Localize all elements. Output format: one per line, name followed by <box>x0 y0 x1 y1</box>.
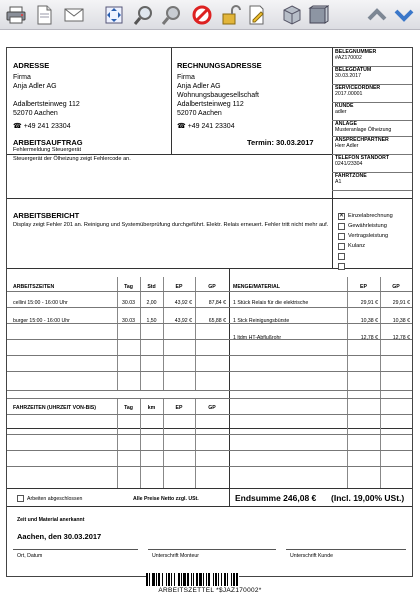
billing-line2: Anja Adler AG <box>177 83 221 90</box>
col-header: GP <box>392 284 400 290</box>
signature-customer-label: Unterschrift Kunde <box>290 553 333 559</box>
billing-line3: Wohnungsbaugesellschaft <box>177 92 259 99</box>
order-line1: Fehlermeldung Steuergerät <box>13 147 82 153</box>
meta-value: adler <box>335 109 347 116</box>
cancel-icon[interactable] <box>190 3 214 27</box>
meta-value: 2017.00001 <box>335 91 363 98</box>
work-cell: 1,50 <box>146 318 157 324</box>
col-header: GP <box>208 405 216 411</box>
search-icon[interactable] <box>132 3 156 27</box>
col-header: ARBEITSZEITEN <box>13 284 55 290</box>
fit-page-icon[interactable] <box>102 3 126 27</box>
net-note: Alle Preise Netto zzgl. USt. <box>133 496 199 502</box>
billing-heading: RECHNUNGSADRESSE <box>177 61 262 70</box>
ack-label: Zeit und Material anerkannt <box>17 517 85 523</box>
signature-date-label: Ort, Datum <box>17 553 43 559</box>
meta-value: Musteranlage Ölheizung <box>335 127 392 134</box>
col-header: km <box>147 405 156 411</box>
file-icon[interactable] <box>32 3 56 27</box>
checkbox-gewaehrleistung[interactable] <box>338 223 345 230</box>
billing-street: Adalbertsteinweg 112 <box>177 101 244 108</box>
meta-label: ANLAGE <box>335 121 357 127</box>
col-header: MENGE/MATERIAL <box>233 284 280 290</box>
option-label: Vertragsleistung <box>348 233 389 239</box>
work-order-sheet <box>6 47 413 577</box>
billing-phone <box>177 123 235 132</box>
work-cell: 65,88 € <box>208 318 226 324</box>
address-line2: Anja Adler AG <box>13 83 57 90</box>
billing-city: 52070 Aachen <box>177 110 222 117</box>
address-line1: Firma <box>13 74 31 81</box>
col-header: EP <box>175 284 183 290</box>
work-cell: 2,00 <box>146 300 157 306</box>
order-line2: Steuergerät der Ölheizung zeigt Fehlercode an. <box>13 156 131 162</box>
option-label: Kulanz <box>348 243 366 249</box>
magnify-icon[interactable] <box>160 3 184 27</box>
work-cell: 87,84 € <box>208 300 226 306</box>
col-header: EP <box>360 284 367 290</box>
order-heading: ARBEITSAUFTRAG <box>13 138 83 147</box>
checkbox-blank[interactable] <box>338 263 345 270</box>
chevron-up-icon[interactable] <box>365 3 389 27</box>
col-header: Std <box>147 284 156 290</box>
printer-icon[interactable] <box>4 3 28 27</box>
col-header: Tag <box>124 405 133 411</box>
meta-label: FAHRTZONE <box>335 173 367 179</box>
col-header: Tag <box>124 284 133 290</box>
meta-label: KUNDE <box>335 103 354 109</box>
address-street: Adalbertsteinweg 112 <box>13 101 80 108</box>
chevron-down-icon[interactable] <box>392 3 416 27</box>
billing-phone-number: +49 241 23304 <box>187 123 235 130</box>
billing-line1: Firma <box>177 74 195 81</box>
material-cell: 1 ltdm HT-Abflußrohr <box>233 335 282 341</box>
material-cell: 12,78 € <box>360 335 378 341</box>
report-heading: ARBEITSBERICHT <box>13 211 80 220</box>
total-amount: Endsumme 246,08 € <box>235 493 317 503</box>
meta-label: BELEGNUMMER <box>335 49 377 55</box>
toolbar <box>0 0 420 30</box>
edit-icon[interactable] <box>244 3 268 27</box>
work-cell: cellini 15:00 - 16:00 Uhr <box>13 300 68 306</box>
work-cell: burger 15:00 - 16:00 Uhr <box>13 318 70 324</box>
checkbox-vertragsleistung[interactable] <box>338 233 345 240</box>
meta-value: A1 <box>335 179 342 186</box>
barcode-caption: ARBEITSZETTEL *$JAZ170002* <box>158 587 262 594</box>
meta-value: 0241/23304 <box>335 161 363 168</box>
address-city: 52070 Aachen <box>13 110 58 117</box>
address-phone-number: +49 241 23304 <box>23 123 71 130</box>
col-header: GP <box>208 284 216 290</box>
meta-value: 30.03.2017 <box>335 73 361 80</box>
col-header: EP <box>175 405 183 411</box>
work-cell: 30.03 <box>122 318 135 324</box>
barcode-graphic <box>146 573 274 586</box>
work-cell: 43,92 € <box>174 300 192 306</box>
signature-technician-label: Unterschrift Monteur <box>152 553 199 559</box>
material-cell: 29,91 € <box>360 300 378 306</box>
box-icon[interactable] <box>306 3 330 27</box>
cube-icon[interactable] <box>280 3 304 27</box>
material-cell: 10,38 € <box>360 318 378 324</box>
material-cell: 29,91 € <box>392 300 410 306</box>
checkbox-blank[interactable] <box>338 253 345 260</box>
completed-checkbox[interactable] <box>17 495 24 502</box>
checkbox-einzelabrechnung[interactable]: ✕ <box>339 213 345 219</box>
col-header: FAHRZEITEN (UHRZEIT VON-BIS) <box>13 405 96 411</box>
mail-icon[interactable] <box>62 3 86 27</box>
order-termin: Termin: 30.03.2017 <box>247 138 314 147</box>
phone-icon: ☎ <box>13 123 22 130</box>
meta-label: SERVICEORDNER <box>335 85 381 91</box>
unlock-icon[interactable] <box>218 3 242 27</box>
checkbox-kulanz[interactable] <box>338 243 345 250</box>
option-label: Gewährleistung <box>348 223 387 229</box>
work-cell: 30.03 <box>122 300 135 306</box>
option-label: Einzelabrechnung <box>348 213 393 219</box>
meta-label: ANSPRECHPARTNER <box>335 137 389 143</box>
meta-value: Herr Adler <box>335 143 359 150</box>
completed-label: Arbeiten abgeschlossen <box>27 496 83 502</box>
meta-label: TELEFON STANDORT <box>335 155 390 161</box>
place-date: Aachen, den 30.03.2017 <box>17 532 102 541</box>
address-heading: ADRESSE <box>13 61 50 70</box>
work-cell: 43,92 € <box>174 318 192 324</box>
meta-value: #AZ170002 <box>335 55 362 62</box>
material-cell: 1 Stück Relais für die elektrische <box>233 300 309 306</box>
material-cell: 1 Stck Reinigungsbürste <box>233 318 290 324</box>
material-cell: 12,78 € <box>392 335 410 341</box>
vat-note: (Incl. 19,00% USt.) <box>331 493 405 503</box>
address-phone <box>13 123 71 132</box>
report-text: Display zeigt Fehler 201 an. Reinigung und Systemüberprüfung durchgeführt. Elektr. Relais erneuert. Fehler tritt nicht mehr auf. <box>13 222 329 228</box>
meta-label: BELEGDATUM <box>335 67 372 73</box>
phone-icon: ☎ <box>177 123 186 130</box>
material-cell: 10,38 € <box>392 318 410 324</box>
